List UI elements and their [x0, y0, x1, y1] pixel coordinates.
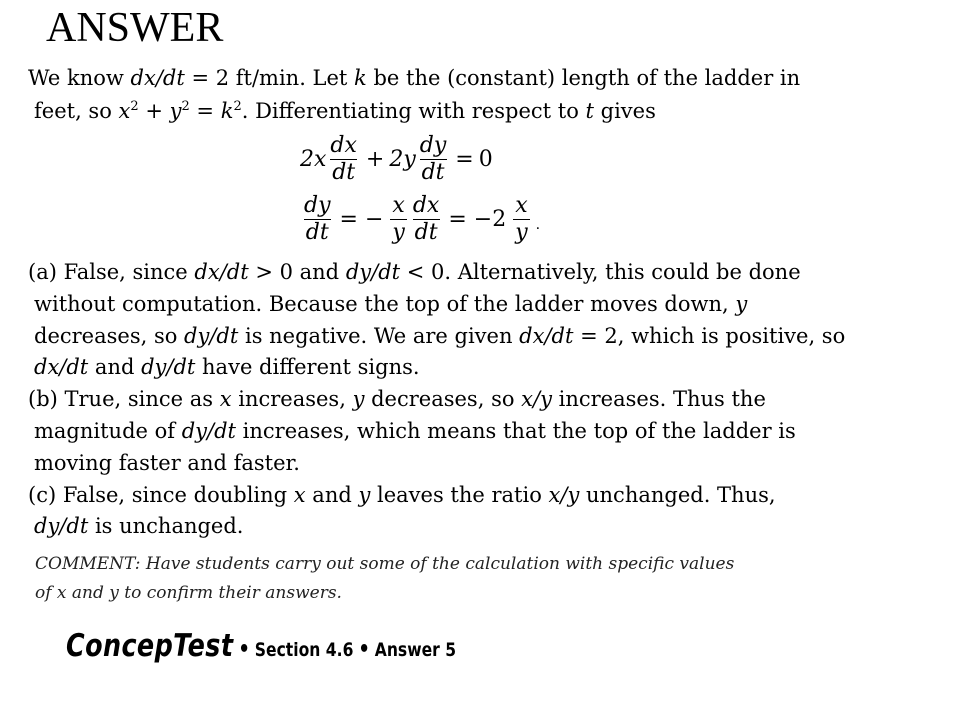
fraction — [302, 194, 333, 245]
numerator: dy — [419, 133, 447, 158]
numerator: dx — [412, 193, 440, 218]
part-c-line-1 — [28, 481, 776, 509]
part-text: and — [305, 483, 359, 507]
fraction — [513, 194, 529, 245]
part-text: decreases, so — [364, 387, 522, 411]
fraction — [390, 194, 406, 245]
part-math: dy/dt — [181, 419, 236, 443]
operator: = — [455, 147, 474, 172]
fraction — [418, 134, 449, 185]
equation-2 — [300, 194, 540, 245]
part-math: dx/dt — [194, 260, 249, 284]
intro-text: We know — [28, 66, 131, 90]
intro-math: k — [220, 99, 234, 123]
denominator: y — [515, 220, 528, 245]
operator: = − — [339, 207, 384, 232]
part-math: dy/dt — [345, 260, 401, 284]
intro-math: x — [118, 99, 131, 123]
intro-math: y — [169, 99, 182, 123]
slide-title: ANSWER — [46, 5, 224, 51]
part-text: is unchanged. — [88, 514, 244, 538]
intro-text: + — [138, 99, 170, 123]
eq-period: . — [535, 217, 541, 233]
intro-math: k — [354, 66, 367, 90]
part-math: y — [735, 292, 748, 316]
eq-term: 0 — [478, 147, 493, 172]
denominator: y — [392, 220, 405, 245]
part-a-line-4 — [34, 353, 420, 381]
footer-section: Section 4.6 — [254, 639, 354, 661]
part-c-line-2 — [34, 512, 243, 540]
operator: + — [365, 147, 385, 172]
part-text: and — [88, 355, 142, 379]
denominator: dt — [332, 160, 356, 185]
part-a-line-3 — [34, 322, 845, 350]
bullet-icon: • — [238, 637, 250, 662]
bullet-icon: • — [358, 637, 370, 662]
part-math: x — [293, 483, 306, 507]
numerator: dy — [304, 193, 331, 218]
part-text: leaves the ratio — [370, 483, 549, 507]
part-text: (a) False, since — [28, 260, 195, 284]
intro-line-2 — [34, 97, 656, 125]
part-math: y — [358, 483, 371, 507]
part-text: decreases, so — [34, 324, 185, 348]
part-math: dx/dt — [519, 324, 574, 348]
superscript: 2 — [181, 99, 190, 114]
part-text: unchanged. Thus, — [579, 483, 776, 507]
part-text: = 2, which is positive, so — [573, 324, 846, 348]
part-text: without computation. Because the top of the ladder moves down, — [34, 292, 736, 316]
part-text: moving faster and faster. — [34, 451, 300, 475]
part-a-line-2 — [34, 290, 747, 318]
part-math: y — [352, 387, 365, 411]
footer-answer: Answer 5 — [374, 639, 457, 661]
part-math: x/y — [521, 387, 552, 411]
part-text: magnitude of — [34, 419, 182, 443]
numerator: x — [515, 193, 528, 218]
part-a-line-1 — [28, 258, 801, 286]
equation-1 — [300, 134, 493, 185]
part-b-line-2 — [34, 417, 796, 445]
intro-text: = — [189, 99, 221, 123]
fraction — [328, 134, 359, 185]
part-text: (c) False, since doubling — [28, 483, 294, 507]
part-text: < 0. Alternatively, this could be done — [400, 260, 801, 284]
part-math: dy/dt — [141, 355, 196, 379]
superscript: 2 — [233, 99, 242, 114]
denominator: dt — [421, 160, 445, 185]
intro-text: . Differentiating with respect to — [241, 99, 586, 123]
part-math: x/y — [548, 483, 580, 507]
part-text: (b) True, since as — [28, 387, 220, 411]
eq-term: 2y — [389, 147, 416, 172]
numerator: x — [392, 193, 405, 218]
intro-math: dx/dt — [130, 66, 185, 90]
denominator: dt — [305, 220, 329, 245]
denominator: dt — [414, 220, 438, 245]
footer — [66, 628, 456, 664]
part-text: increases, — [231, 387, 353, 411]
superscript: 2 — [130, 99, 139, 114]
part-math: dy/dt — [34, 514, 89, 538]
part-text: have different signs. — [195, 355, 420, 379]
part-math: x — [219, 387, 232, 411]
intro-text: be the (constant) length of the ladder in — [366, 66, 801, 90]
intro-line-1 — [28, 64, 800, 92]
part-text: > 0 and — [248, 260, 346, 284]
part-math: dx/dt — [34, 355, 89, 379]
part-math: dy/dt — [184, 324, 239, 348]
numerator: dx — [330, 133, 357, 158]
operator: = −2 — [448, 207, 507, 232]
part-text: is negative. We are given — [238, 324, 520, 348]
intro-math: t — [585, 99, 594, 123]
intro-text: feet, so — [34, 99, 119, 123]
comment-line-1: COMMENT: Have students carry out some of the calculation with specific values — [35, 554, 735, 574]
intro-text: = 2 ft/min. Let — [184, 66, 355, 90]
comment-line-2: of x and y to confirm their answers. — [35, 583, 342, 603]
fraction — [411, 194, 442, 245]
part-text: increases, which means that the top of the ladder is — [235, 419, 796, 443]
footer-brand: ConcepTest — [66, 628, 234, 664]
intro-text: gives — [593, 99, 656, 123]
eq-term: 2x — [300, 147, 327, 172]
part-b-line-3 — [34, 449, 300, 477]
part-text: increases. Thus the — [551, 387, 766, 411]
part-b-line-1 — [28, 385, 766, 413]
